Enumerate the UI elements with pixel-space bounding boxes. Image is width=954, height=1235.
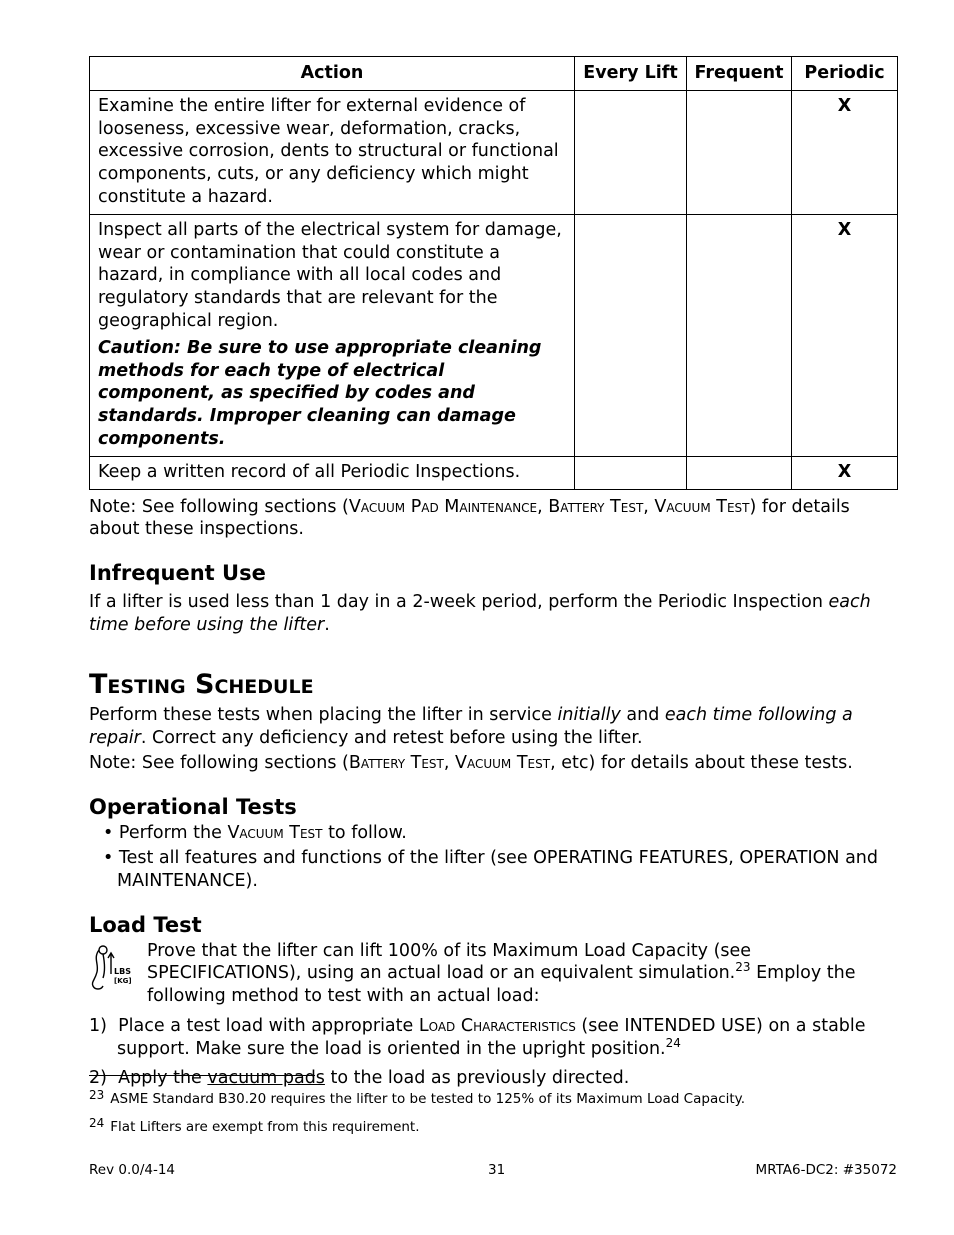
action-cell: Examine the entire lifter for external evidence of looseness, excessive wear, deformation, cracks, excessive corrosion, dents to structural or functional components, cuts, or any deficiency which might constitute a hazard. — [90, 90, 575, 214]
text: to the load as previously directed. — [324, 1067, 630, 1088]
text: Place a test load with appropriate — [118, 1015, 419, 1036]
footnote-text: ASME Standard B30.20 requires the lifter to be tested to 125% of its Maximum Load Capacity. — [110, 1091, 746, 1107]
section-ref: Vacuum Pad Maintenance — [348, 496, 538, 517]
text: . Correct any deficiency and retest before using the lifter. — [140, 727, 643, 748]
text: to follow. — [322, 823, 407, 844]
periodic-cell: X — [792, 90, 898, 214]
page-content — [89, 56, 897, 1089]
footnote-number: 24 — [89, 1116, 105, 1130]
footer-doc-id: MRTA6-DC2: #35072 — [755, 1162, 897, 1178]
testing-note — [89, 752, 897, 775]
table-header-row — [90, 57, 898, 91]
section-ref: Vacuum Test — [654, 496, 750, 517]
frequent-cell — [687, 456, 792, 489]
footer-page-number: 31 — [488, 1162, 506, 1178]
footnote-divider — [89, 1075, 315, 1076]
text: (see INTENDED USE) on a stable support. Make sure the load is oriented in the upright position. — [117, 1015, 866, 1059]
text: Prove that the lifter can lift 100% of its Maximum Load Capacity (see SPECIFICATIONS), using an actual load or an equivalent simulation. — [147, 940, 752, 984]
operational-tests-heading: Operational Tests — [89, 795, 297, 820]
text: If a lifter is used less than 1 day in a 2-week period, perform the Periodic Inspection — [89, 592, 829, 613]
separator: , — [537, 496, 549, 517]
note-suffix: ) for details about these inspections. — [89, 496, 850, 540]
every-lift-cell — [575, 214, 687, 456]
list-item: • Test all features and functions of the lifter (see OPERATING FEATURES, OPERATION and MAINTENANCE). — [103, 847, 878, 891]
text: , etc) for details about these tests. — [550, 753, 853, 774]
emphasis: each time following a repair — [89, 704, 853, 748]
footnote-text: Flat Lifters are exempt from this requirement. — [110, 1119, 420, 1135]
load-test-heading: Load Test — [89, 912, 202, 937]
text: . — [324, 614, 330, 635]
col-header-every-lift: Every Lift — [575, 57, 687, 91]
col-header-periodic: Periodic — [792, 57, 898, 91]
inspection-note — [89, 496, 897, 542]
periodic-cell: X — [792, 214, 898, 456]
footnote-number: 23 — [89, 1088, 105, 1102]
emphasis: initially — [557, 704, 621, 725]
text: and — [620, 704, 665, 725]
section-ref: Battery Test — [348, 753, 444, 774]
testing-intro — [89, 704, 897, 750]
kg-label: [KG] — [114, 976, 132, 985]
footer-revision: Rev 0.0/4-14 — [89, 1162, 176, 1178]
text: Note: See following sections ( — [89, 753, 349, 774]
load-hook-icon — [89, 942, 139, 992]
emphasis: each time before using the lifter — [89, 592, 871, 635]
every-lift-cell — [575, 90, 687, 214]
text: Perform these tests when placing the lifter in service — [89, 704, 558, 725]
list-item — [89, 822, 897, 845]
section-ref: Vacuum Test — [227, 823, 323, 844]
footnote-ref[interactable]: 23 — [735, 960, 751, 975]
inspection-table — [89, 56, 898, 490]
separator: , — [443, 753, 456, 774]
footnote-24 — [89, 1118, 420, 1136]
frequent-cell — [687, 90, 792, 214]
frequent-cell — [687, 214, 792, 456]
text: Employ the following method to test with an actual load: — [147, 963, 856, 1007]
text: Apply the — [118, 1067, 208, 1088]
action-text: Inspect all parts of the electrical system for damage, wear or contamination that could constitute a hazard, in compliance with all local codes and regulatory standards that are relevant for the geographical region. — [98, 219, 562, 331]
col-header-action: Action — [90, 57, 575, 91]
testing-schedule-heading: Testing Schedule — [89, 668, 314, 700]
text: • Perform the — [103, 823, 228, 844]
action-cell — [90, 214, 575, 456]
vacuum-pads-link[interactable]: vacuum pads — [207, 1067, 325, 1088]
table-row — [90, 90, 898, 214]
note-prefix: Note: See following sections ( — [89, 496, 349, 517]
step-1 — [89, 1015, 897, 1061]
footnote-23 — [89, 1090, 745, 1108]
table-row — [90, 214, 898, 456]
lbs-label: LBS — [114, 966, 131, 976]
infrequent-use-text — [89, 591, 897, 637]
col-header-frequent: Frequent — [687, 57, 792, 91]
step-2 — [89, 1067, 897, 1090]
infrequent-use-heading: Infrequent Use — [89, 561, 266, 586]
load-test-intro — [89, 940, 897, 1008]
section-ref: Vacuum Test — [455, 753, 551, 774]
step-number: 1) — [89, 1015, 107, 1036]
footnote-ref[interactable]: 24 — [665, 1035, 681, 1050]
separator: , — [643, 496, 655, 517]
load-test-text — [89, 940, 897, 1008]
step-number: 2) — [89, 1067, 107, 1088]
section-ref: Battery Test — [548, 496, 644, 517]
periodic-cell: X — [792, 456, 898, 489]
caution-text: Caution: Be sure to use appropriate cleaning methods for each type of electrical component, as specified by codes and standards. Improper cleaning can damage components. — [98, 337, 542, 449]
table-row — [90, 456, 898, 489]
section-ref: Load Characteristics — [418, 1015, 576, 1036]
action-cell: Keep a written record of all Periodic Inspections. — [90, 456, 575, 489]
every-lift-cell — [575, 456, 687, 489]
